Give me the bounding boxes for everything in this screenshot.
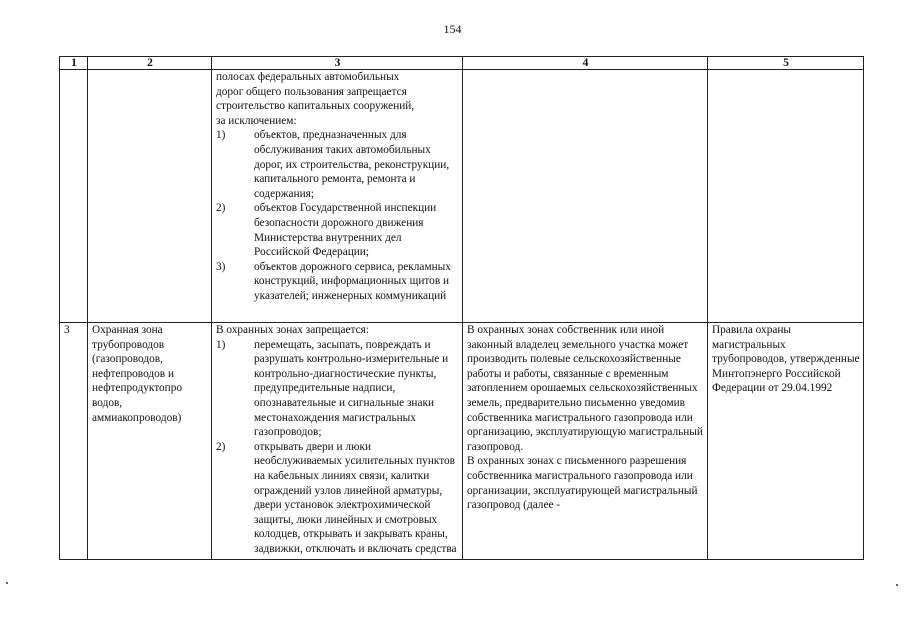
header-col-5: 5	[708, 57, 864, 70]
scan-artifact-dot	[896, 584, 898, 586]
row2-number-cell: 3	[60, 323, 88, 560]
prohibition-item	[216, 338, 459, 440]
restriction-line: дорог общего пользования запрещается	[216, 85, 407, 98]
regulation-table	[59, 56, 864, 560]
permissions-paragraph: В охранных зонах с письменного разрешения собственника магистрального газопровода или организации, эксплуатирующей магистральный газопровод (далее -	[467, 455, 698, 512]
table-row	[60, 70, 864, 323]
row1-basis-cell	[708, 70, 864, 323]
row1-permissions-cell	[463, 70, 708, 323]
item-text: объектов, предназначенных для обслуживания таких автомобильных дорог, их строительства, реконструкции, капитального ремонта, ремонта и содержания;	[254, 129, 450, 200]
restriction-line: полосах федеральных автомобильных	[216, 71, 400, 83]
item-number: 3)	[216, 260, 226, 273]
item-number: 2)	[216, 440, 226, 453]
exception-item	[216, 128, 459, 201]
row2-basis-cell: Правила охраны магистральных трубопроводов, утвержденные Минтопэнерго Российской Федерации от 29.04.1992	[708, 323, 864, 560]
page-number: 154	[443, 22, 462, 36]
restriction-line: строительство капитальных сооружений,	[216, 100, 415, 113]
header-col-2: 2	[88, 57, 212, 70]
item-number: 1)	[216, 129, 226, 142]
item-text: объектов дорожного сервиса, рекламных конструкций, информационных щитов и указателей; инженерных коммуникаций	[254, 260, 451, 302]
row2-zone-cell: Охранная зона трубопроводов (газопроводов, нефтепроводов и нефтепродуктопро водов, аммиакопроводов)	[88, 323, 212, 560]
exception-item	[216, 201, 459, 259]
row1-restrictions-cell	[212, 70, 463, 323]
header-col-3: 3	[212, 57, 463, 70]
item-text: перемещать, засыпать, повреждать и разрушать контрольно-измерительные и контрольно-диагностические пункты, предупредительные надписи, опознавательные и сигнальные знаки местонахождения магистральных газопроводов;	[254, 338, 449, 439]
table-row	[60, 323, 864, 560]
header-col-1: 1	[60, 57, 88, 70]
item-text: объектов Государственной инспекции безопасности дорожного движения Министерства внутренних дел Российской Федерации;	[254, 202, 437, 259]
exception-item	[216, 260, 459, 304]
restriction-line: за исключением:	[216, 114, 297, 127]
row2-permissions-cell	[463, 323, 708, 560]
prohibition-item	[216, 440, 459, 557]
header-col-4: 4	[463, 57, 708, 70]
header-row	[60, 57, 864, 70]
item-number: 1)	[216, 338, 226, 351]
row1-number-cell	[60, 70, 88, 323]
scan-artifact-dot	[6, 582, 8, 584]
item-text: открывать двери и люки необслуживаемых усилительных пунктов на кабельных линиях связи, калитки ограждений узлов линейной арматуры, двери установок электрохимической защиты, люки линейных и смотровых колодцев, открывать и закрывать краны, задвижки, отключать и включать средства	[254, 440, 457, 555]
row1-zone-cell	[88, 70, 212, 323]
permissions-paragraph: В охранных зонах собственник или иной законный владелец земельного участка может производить полевые сельскохозяйственные работы и работы, связанные с временным затоплением орошаемых сельскохозяйственных земель, предварительно письменно уведомив собственника магистрального газопровода или организацию, эксплуатирующую магистральный газопровод.	[467, 324, 703, 453]
restrictions-intro: В охранных зонах запрещается:	[216, 324, 369, 336]
item-number: 2)	[216, 202, 226, 215]
row2-restrictions-cell	[212, 323, 463, 560]
